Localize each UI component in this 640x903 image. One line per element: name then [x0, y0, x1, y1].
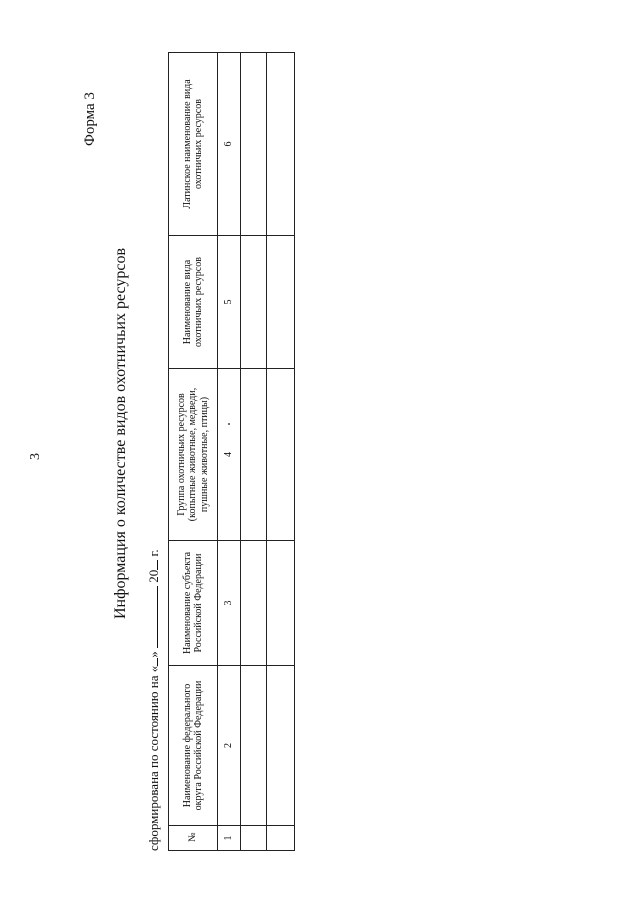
- table-header-row: [169, 53, 218, 851]
- colnum-2: 2: [218, 666, 241, 826]
- table-cell: [267, 666, 295, 826]
- header-federal-district: Наименование федерального округа Российской Федерации: [169, 666, 218, 826]
- page-number: 3: [28, 453, 43, 460]
- colnum-3: 3: [218, 541, 241, 666]
- header-species-name: Наименование вида охотничьих ресурсов: [169, 236, 218, 369]
- table-cell: [267, 826, 295, 851]
- date-quote-close: »: [146, 651, 161, 658]
- colnum-5: 5: [218, 236, 241, 369]
- table-row: [267, 53, 295, 851]
- month-blank: [145, 586, 158, 648]
- table-cell: [241, 236, 267, 369]
- year-blank: [145, 560, 158, 570]
- table-row: [241, 53, 267, 851]
- date-line: [145, 549, 162, 851]
- header-number: №: [169, 826, 218, 851]
- table-cell: [241, 826, 267, 851]
- scan-speck: [228, 423, 230, 425]
- header-subject: Наименование субъекта Российской Федерации: [169, 541, 218, 666]
- table-cell: [241, 666, 267, 826]
- table-cell: [267, 236, 295, 369]
- table-cell: [241, 369, 267, 541]
- document-title: Информация о количестве видов охотничьих ресурсов: [112, 247, 129, 619]
- table-cell: [241, 53, 267, 236]
- date-year-prefix: 20: [146, 569, 161, 583]
- day-blank: [145, 658, 158, 666]
- header-resource-group: Группа охотничьих ресурсов (копытные животные, медведи, пушные животные, птицы): [169, 369, 218, 541]
- resources-table: [168, 52, 295, 851]
- column-number-row: [218, 53, 241, 851]
- table-cell: [267, 541, 295, 666]
- header-latin-name: Латинское наименование вида охотничьих ресурсов: [169, 53, 218, 236]
- date-suffix: г.: [146, 549, 161, 557]
- table-cell: [267, 369, 295, 541]
- colnum-4: 4: [218, 369, 241, 541]
- colnum-6: 6: [218, 53, 241, 236]
- form-label: Форма 3: [82, 92, 98, 146]
- date-prefix: сформирована по состоянию на «: [146, 665, 161, 851]
- colnum-1: 1: [218, 826, 241, 851]
- table-cell: [267, 53, 295, 236]
- table-cell: [241, 541, 267, 666]
